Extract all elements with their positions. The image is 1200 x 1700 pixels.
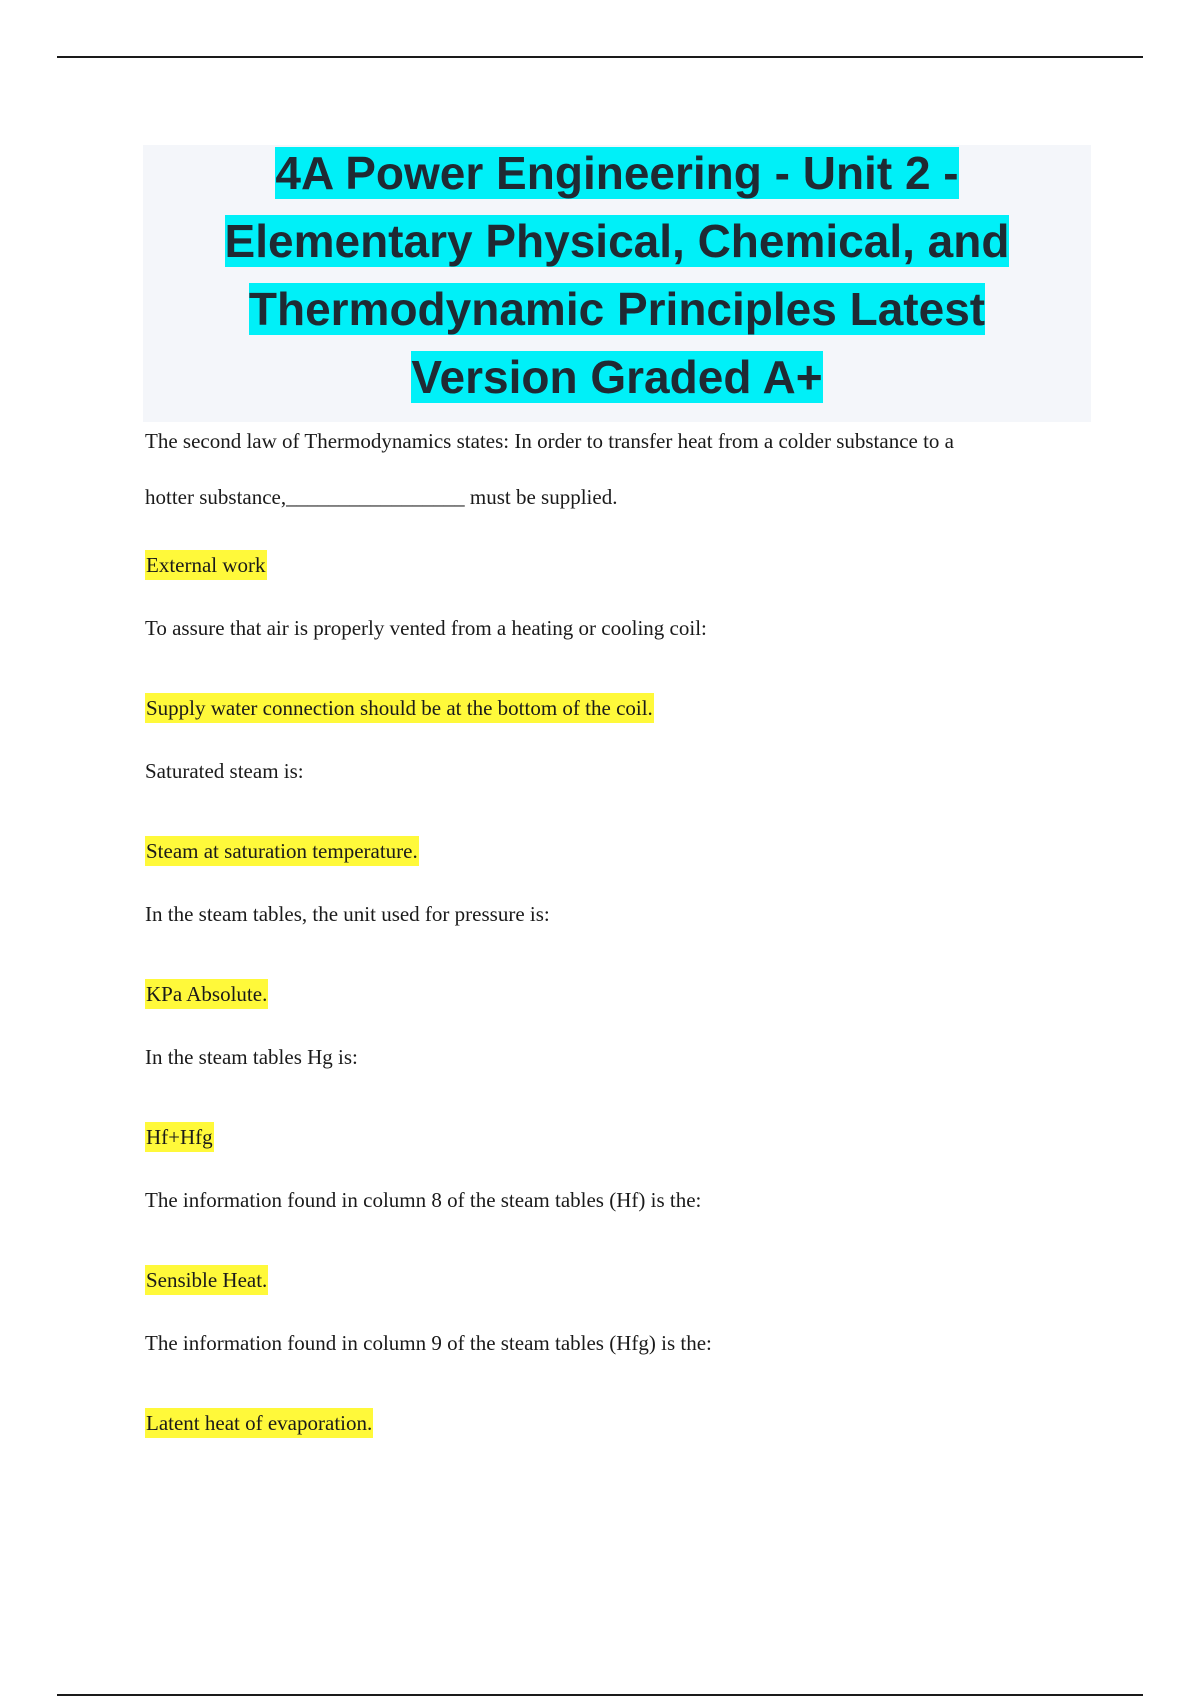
answer-5: Hf+Hfg (145, 1122, 214, 1152)
answer-2-row (145, 693, 654, 723)
question-1-line-2: hotter substance,_________________ must be supplied. (145, 485, 618, 509)
question-6 (145, 1172, 701, 1228)
question-7-text: The information found in column 9 of the steam tables (Hfg) is the: (145, 1331, 712, 1355)
question-2 (145, 600, 707, 656)
question-2-text: To assure that air is properly vented from a heating or cooling coil: (145, 616, 707, 640)
question-3 (145, 743, 304, 799)
answer-4: KPa Absolute. (145, 979, 268, 1009)
answer-3-row (145, 836, 419, 866)
answer-7-row (145, 1408, 373, 1438)
question-3-text: Saturated steam is: (145, 759, 304, 783)
question-4-text: In the steam tables, the unit used for pressure is: (145, 902, 550, 926)
title-block (143, 145, 1091, 422)
answer-1-row (145, 550, 267, 580)
answer-3: Steam at saturation temperature. (145, 836, 419, 866)
answer-6: Sensible Heat. (145, 1265, 268, 1295)
question-5-text: In the steam tables Hg is: (145, 1045, 358, 1069)
question-6-text: The information found in column 8 of the steam tables (Hf) is the: (145, 1188, 702, 1212)
answer-2: Supply water connection should be at the bottom of the coil. (145, 693, 654, 723)
answer-6-row (145, 1265, 268, 1295)
question-1-line-1: The second law of Thermodynamics states: In order to transfer heat from a colder substance to a (145, 429, 954, 453)
question-5 (145, 1029, 358, 1085)
top-rule (57, 56, 1143, 58)
question-1 (145, 413, 954, 525)
answer-1: External work (145, 550, 267, 580)
bottom-rule (57, 1694, 1143, 1696)
question-7 (145, 1315, 712, 1371)
answer-5-row (145, 1122, 214, 1152)
answer-4-row (145, 979, 268, 1009)
answer-7: Latent heat of evaporation. (145, 1408, 373, 1438)
document-title: 4A Power Engineering - Unit 2 - Elementary Physical, Chemical, and Thermodynamic Principles Latest Version Graded A+ (224, 147, 1010, 403)
question-4 (145, 886, 550, 942)
